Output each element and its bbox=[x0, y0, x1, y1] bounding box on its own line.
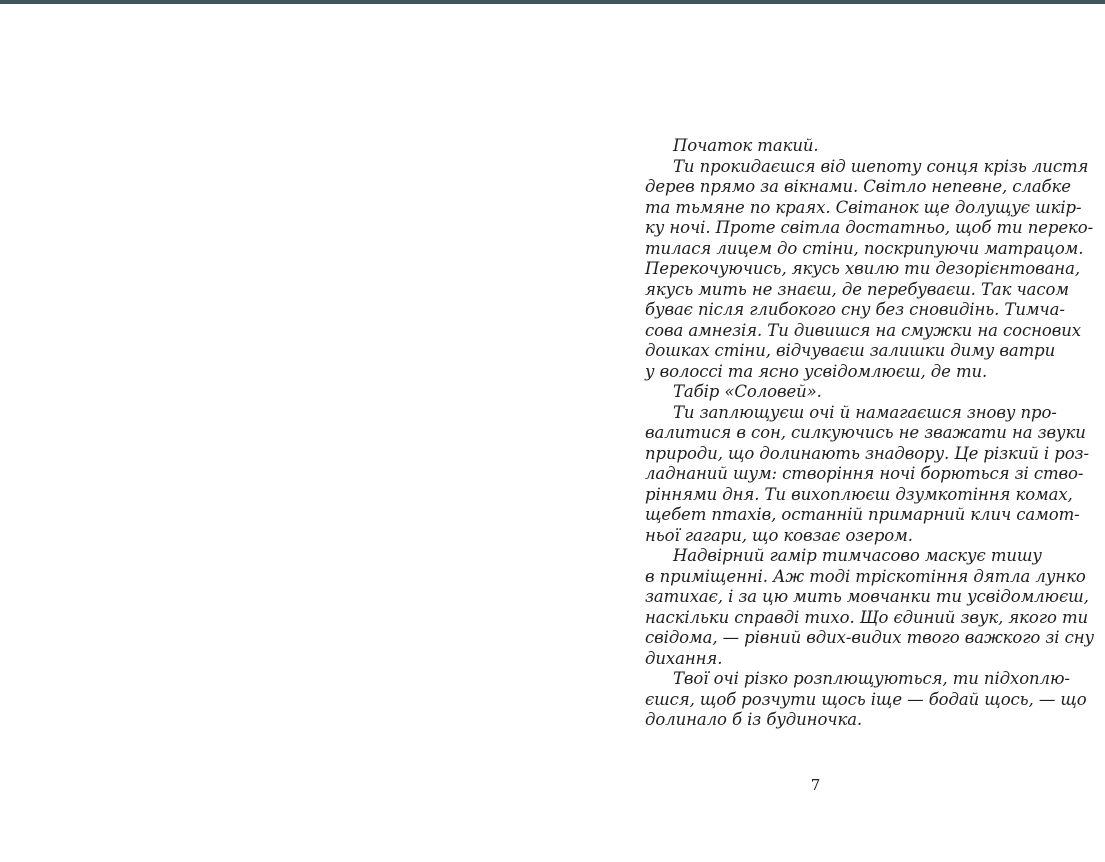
text-line: у волоссі та ясно усвідомлюєш, де ти. bbox=[645, 361, 988, 381]
text-line: в приміщенні. Аж тоді тріскотіння дятла лунко bbox=[645, 566, 1086, 586]
text-line: буває після глибокого сну без сновидінь. Тимча- bbox=[645, 300, 1065, 319]
text-line: Твої очі різко розплющуються, ти підхоплю- bbox=[673, 669, 1070, 688]
top-accent-bar bbox=[0, 0, 1105, 4]
text-line: тилася лицем до стіни, поскрипуючи матрацом. bbox=[645, 238, 1084, 258]
text-line: ріннями дня. Ти вихоплюєш дзумкотіння комах, bbox=[645, 484, 1073, 504]
text-line: щебет птахів, останній примарний клич самот- bbox=[645, 505, 1080, 524]
text-line: долинало б із будиночка. bbox=[645, 710, 863, 729]
page-number: 7 bbox=[810, 776, 821, 794]
text-line: ньої гагари, що ковзає озером. bbox=[645, 525, 913, 545]
text-line: Ти заплющуєш очі й намагаєшся знову про- bbox=[673, 402, 1057, 422]
text-line: Перекочуючись, якусь хвилю ти дезорієнтована, bbox=[645, 259, 1080, 278]
text-line: та тьмяне по краях. Світанок ще долущує шкір- bbox=[645, 197, 1082, 217]
text-line: ладнаний шум: створіння ночі борються зі ство- bbox=[645, 464, 1084, 483]
text-line: свідома, — рівний вдих-видих твого важкого зі сну bbox=[645, 628, 1095, 647]
text-line: ку ночі. Проте світла достатньо, щоб ти переко- bbox=[645, 218, 1094, 237]
text-line: дошках стіни, відчуваєш залишки диму ватри bbox=[645, 341, 1056, 360]
text-line: Ти прокидаєшся від шепоту сонця крізь листя bbox=[673, 156, 1089, 176]
text-line: Надвірний гамір тимчасово маскує тишу bbox=[673, 546, 1042, 565]
text-line: Початок такий. bbox=[673, 136, 819, 155]
text-line: затихає, і за цю мить мовчанки ти усвідомлюєш, bbox=[645, 587, 1089, 606]
page-text bbox=[645, 136, 1095, 731]
text-line: Табір «Соловей». bbox=[673, 382, 822, 401]
text-line: якусь мить не знаєш, де перебуваєш. Так часом bbox=[645, 279, 1069, 299]
text-line: єшся, щоб розчути щось іще — бодай щось, — що bbox=[645, 689, 1087, 709]
text-line: дерев прямо за вікнами. Світло непевне, слабке bbox=[645, 177, 1071, 196]
text-line: сова амнезія. Ти дивишся на смужки на соснових bbox=[645, 320, 1081, 340]
text-line: валитися в сон, силкуючись не зважати на звуки bbox=[645, 423, 1086, 442]
text-line: дихання. bbox=[645, 648, 723, 668]
text-line: наскільки справді тихо. Що єдиний звук, якого ти bbox=[645, 607, 1089, 627]
text-line: природи, що долинають знадвору. Це різкий і роз- bbox=[645, 443, 1089, 463]
